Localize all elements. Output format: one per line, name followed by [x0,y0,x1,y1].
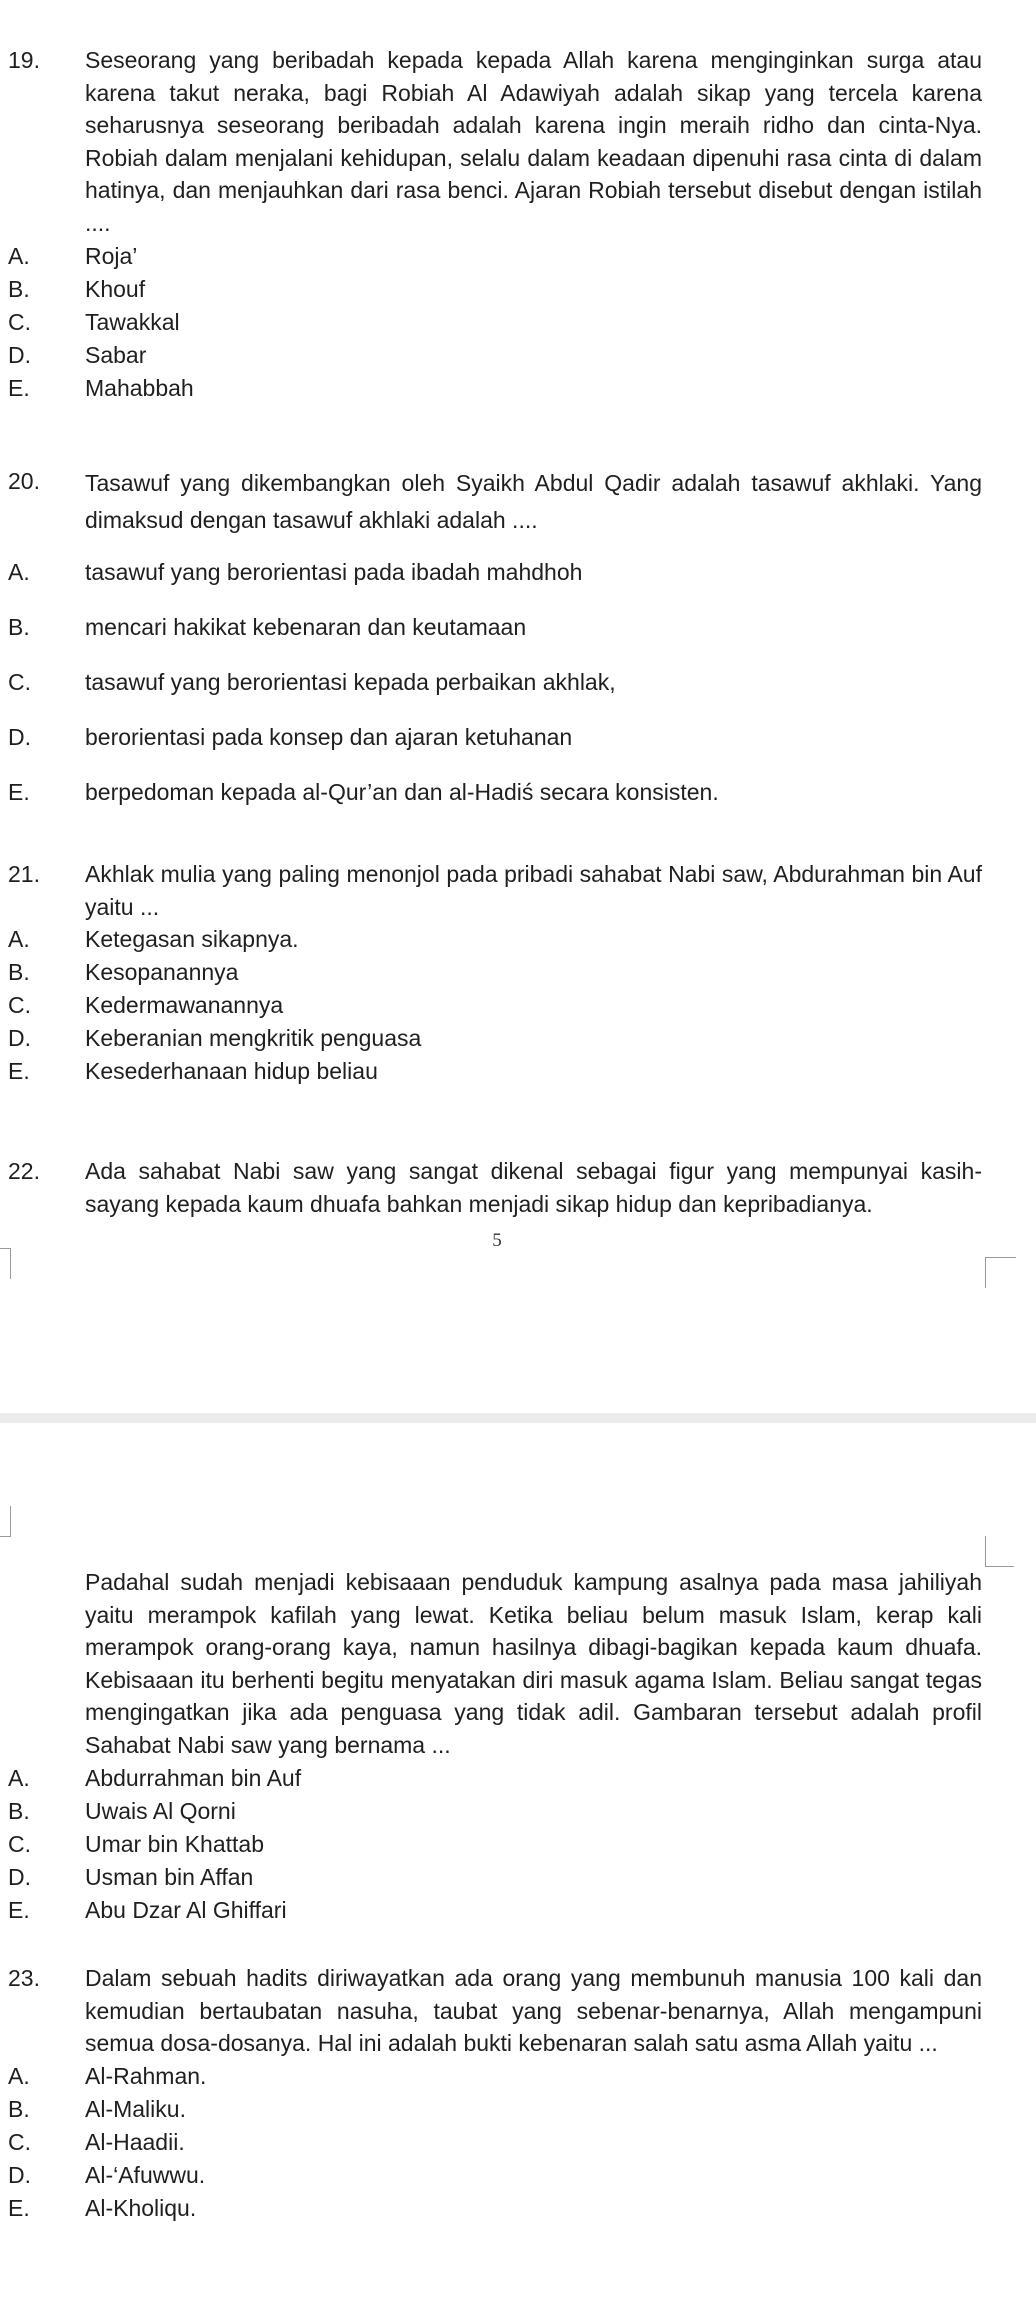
option-d[interactable] [0,1861,1036,1894]
option-letter: A. [8,242,30,269]
option-c[interactable] [0,1828,1036,1861]
option-a[interactable] [0,923,1036,956]
option-letter: D. [8,341,31,368]
option-text: tasawuf yang berorientasi kepada perbaikan akhlak, [85,669,616,695]
option-text: berpedoman kepada al-Qur’an dan al-Hadiś secara konsisten. [85,779,719,805]
option-letter: C. [8,992,31,1019]
option-letter: A. [8,2062,30,2089]
option-letter: B. [8,2095,30,2122]
option-text: Keberanian mengkritik penguasa [85,1025,422,1052]
question-text: Seseorang yang beribadah kepada kepada Allah karena menginginkan surga atau karena takut neraka, bagi Robiah Al Adawiyah adalah sikap yang tercela karena seharusnya seseorang beribadah adalah karena ingin meraih ridho dan cinta-Nya. Robiah dalam menjalani kehidupan, selalu dalam keadaan dipenuhi rasa cinta di dalam hatinya, dan menjauhkan dari rasa benci. Ajaran Robiah tersebut disebut dengan istilah .... [85,47,982,236]
option-text: Mahabbah [85,374,194,401]
option-b[interactable] [0,611,1036,666]
question-text: Akhlak mulia yang paling menonjol pada pribadi sahabat Nabi saw, Abdurahman bin Auf yaitu ... [85,861,982,920]
question-text: Padahal sudah menjadi kebisaaan penduduk kampung asalnya pada masa jahiliyah yaitu merampok kafilah yang lewat. Ketika beliau belum masuk Islam, kerap kali merampok orang-orang kaya, namun hasilnya dibagi-bagikan kepada kaum dhuafa. Kebisaaan itu berhenti begitu menyatakan diri masuk agama Islam. Beliau sangat tegas mengingatkan jika ada penguasa yang tidak adil. Gambaran tersebut adalah profil Sahabat Nabi saw yang bernama ... [85,1569,982,1758]
option-letter: B. [8,275,30,302]
crop-mark [985,1257,1016,1288]
option-e[interactable] [0,2192,1036,2225]
option-text: Kesederhanaan hidup beliau [85,1058,378,1085]
option-c[interactable] [0,989,1036,1022]
option-d[interactable] [0,339,1036,372]
option-text: Roja’ [85,242,138,269]
option-a[interactable] [0,556,1036,611]
option-d[interactable] [0,2159,1036,2192]
option-text: Sabar [85,341,147,368]
option-b[interactable] [0,1795,1036,1828]
option-text: Abdurrahman bin Auf [85,1764,302,1791]
option-c[interactable] [0,2126,1036,2159]
option-letter: B. [8,614,30,640]
option-text: berorientasi pada konsep dan ajaran ketuhanan [85,724,573,750]
crop-mark [0,1248,11,1279]
option-letter: D. [8,1025,31,1052]
option-letter: D. [8,1863,31,1890]
option-text: Al-Maliku. [85,2095,186,2122]
option-letter: C. [8,669,31,695]
question-23 [0,1962,1036,2225]
option-a[interactable] [0,240,1036,273]
question-number: 20. [8,468,40,494]
crop-mark [985,1536,1014,1567]
option-letter: E. [8,779,30,805]
option-text: Al-Kholiqu. [85,2194,197,2221]
question-20 [0,465,1036,831]
option-letter: A. [8,926,30,953]
option-text: Abu Dzar Al Ghiffari [85,1896,287,1923]
option-b[interactable] [0,273,1036,306]
option-text: tasawuf yang berorientasi pada ibadah mahdhoh [85,559,583,585]
question-22-continued [0,1566,1036,1927]
page-separator [0,1413,1036,1423]
option-letter: B. [8,1797,30,1824]
option-letter: E. [8,2194,30,2221]
option-letter: E. [8,1896,30,1923]
option-text: Uwais Al Qorni [85,1797,236,1824]
option-d[interactable] [0,721,1036,776]
crop-mark [0,1506,11,1537]
option-letter: A. [8,1764,30,1791]
option-c[interactable] [0,306,1036,339]
option-e[interactable] [0,776,1036,831]
question-number: 23. [8,1965,40,1991]
option-text: Kedermawanannya [85,992,284,1019]
option-e[interactable] [0,1055,1036,1088]
option-letter: A. [8,559,30,585]
option-text: Al-Haadii. [85,2128,185,2155]
question-number: 22. [8,1158,40,1184]
option-text: mencari hakikat kebenaran dan keutamaan [85,614,527,640]
option-letter: C. [8,308,31,335]
question-22-start [0,1155,1036,1220]
option-d[interactable] [0,1022,1036,1055]
option-text: Usman bin Affan [85,1863,254,1890]
question-text: Ada sahabat Nabi saw yang sangat dikenal sebagai figur yang mempunyai kasih-sayang kepada kaum dhuafa bahkan menjadi sikap hidup dan kepribadianya. [85,1158,982,1217]
option-text: Tawakkal [85,308,180,335]
option-letter: C. [8,2128,31,2155]
option-letter: E. [8,1058,30,1085]
option-b[interactable] [0,956,1036,989]
option-text: Al-‘Afuwwu. [85,2161,206,2188]
question-text: Tasawuf yang dikembangkan oleh Syaikh Abdul Qadir adalah tasawuf akhlaki. Yang dimaksud dengan tasawuf akhlaki adalah .... [85,470,982,533]
option-a[interactable] [0,1762,1036,1795]
option-text: Kesopanannya [85,959,239,986]
option-letter: D. [8,2161,31,2188]
question-19 [0,44,1036,405]
option-text: Ketegasan sikapnya. [85,926,299,953]
question-text: Dalam sebuah hadits diriwayatkan ada orang yang membunuh manusia 100 kali dan kemudian bertaubatan nasuha, taubat yang sebenar-benarnya, Allah mengampuni semua dosa-dosanya. Hal ini adalah bukti kebenaran salah satu asma Allah yaitu ... [85,1965,982,2057]
option-c[interactable] [0,666,1036,721]
option-text: Umar bin Khattab [85,1830,264,1857]
option-text: Al-Rahman. [85,2062,207,2089]
option-letter: B. [8,959,30,986]
question-21 [0,858,1036,1088]
question-number: 21. [8,861,40,887]
option-letter: E. [8,374,30,401]
page-number: 5 [492,1230,502,1251]
option-e[interactable] [0,1894,1036,1927]
option-e[interactable] [0,372,1036,405]
option-a[interactable] [0,2060,1036,2093]
option-letter: C. [8,1830,31,1857]
option-text: Khouf [85,275,146,302]
question-number: 19. [8,47,40,73]
option-b[interactable] [0,2093,1036,2126]
option-letter: D. [8,724,31,750]
